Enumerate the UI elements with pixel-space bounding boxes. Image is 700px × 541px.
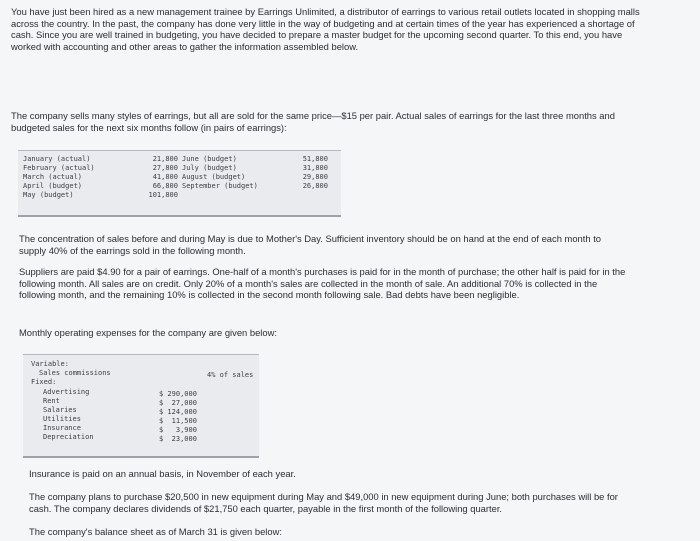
- fixed-item-value: $ 11,500: [159, 417, 197, 425]
- sales-month: February (actual): [23, 164, 95, 172]
- sales-commissions-value: 4% of sales: [207, 371, 254, 379]
- sales-month: July (budget): [182, 164, 237, 172]
- fixed-labels: [43, 388, 94, 442]
- sales-right-pairs: [280, 155, 328, 191]
- fixed-item-value: $ 124,000: [159, 408, 197, 416]
- sales-left-months: [23, 155, 95, 200]
- sales-table: [18, 150, 341, 217]
- sales-pairs: 27,800: [152, 164, 178, 172]
- sales-pairs: 101,800: [148, 191, 178, 199]
- fixed-item-label: Utilities: [43, 415, 81, 423]
- fixed-item-label: Insurance: [43, 424, 81, 432]
- sales-pairs: 21,800: [152, 155, 178, 163]
- insurance-paragraph: Insurance is paid on an annual basis, in November of each year.: [29, 468, 296, 479]
- sales-intro-paragraph: The company sells many styles of earrings, but all are sold for the same price—$15 per pair. Actual sales of earrings for the last three months and budgeted sales for the next six months follow (in pairs of earrings):: [11, 110, 615, 133]
- sales-commissions-label: Sales commissions: [39, 369, 111, 377]
- sales-pairs: 66,800: [152, 182, 178, 190]
- sales-month: April (budget): [23, 182, 83, 190]
- sales-pairs: 29,800: [302, 173, 328, 181]
- equipment-paragraph: The company plans to purchase $20,500 in new equipment during May and $49,000 in new equipment during June; both purchases will be for cash. The company declares dividends of $21,750 each quarter, payable in the first month of the following quarter.: [29, 491, 618, 514]
- suppliers-paragraph: Suppliers are paid $4.90 for a pair of earrings. One-half of a month's purchases is paid for in the month of purchase; the other half is paid for in the following month. All sales are on credit. Only 20% of a month's sales are collected in the month of sale. An additional 70% is collected in the following month, and the remaining 10% is collected in the second month following sale. Bad debts have been negligible.: [19, 266, 626, 301]
- fixed-item-label: Rent: [43, 397, 60, 405]
- intro-paragraph: You have just been hired as a new management trainee by Earrings Unlimited, a distributor of earrings to various retail outlets located in shopping malls across the country. In the past, the company has done very little in the way of budgeting and at certain times of the year has experienced a shortage of cash. Since you are well trained in budgeting, you have decided to prepare a master budget for the upcoming second quarter. To this end, you have worked with accounting and other areas to gather the information assembled below.: [11, 6, 640, 52]
- sales-month: June (budget): [182, 155, 237, 163]
- fixed-item-label: Advertising: [43, 388, 90, 396]
- fixed-item-label: Salaries: [43, 406, 77, 414]
- sales-pairs: 41,800: [152, 173, 178, 181]
- fixed-label: Fixed:: [31, 378, 57, 386]
- sales-left-pairs: [130, 155, 178, 200]
- fixed-item-label: Depreciation: [43, 433, 94, 441]
- sales-pairs: 31,800: [302, 164, 328, 172]
- sales-month: May (budget): [23, 191, 74, 199]
- sales-month: August (budget): [182, 173, 246, 181]
- expenses-table: [23, 354, 259, 458]
- fixed-item-value: $ 23,000: [159, 435, 197, 443]
- fixed-values: [159, 390, 197, 444]
- variable-label: Variable:: [31, 360, 69, 368]
- expenses-intro: Monthly operating expenses for the company are given below:: [19, 327, 277, 338]
- sales-month: March (actual): [23, 173, 83, 181]
- sales-month: September (budget): [182, 182, 258, 190]
- fixed-item-value: $ 290,000: [159, 390, 197, 398]
- balance-sheet-paragraph: The company's balance sheet as of March 31 is given below:: [29, 526, 282, 537]
- fixed-item-value: $ 3,900: [159, 426, 197, 434]
- sales-right-months: [182, 155, 258, 191]
- fixed-item-value: $ 27,000: [159, 399, 197, 407]
- sales-month: January (actual): [23, 155, 91, 163]
- sales-pairs: 26,800: [302, 182, 328, 190]
- sales-pairs: 51,800: [302, 155, 328, 163]
- concentration-paragraph: The concentration of sales before and during May is due to Mother's Day. Sufficient inventory should be on hand at the end of each month to supply 40% of the earrings sold in the following month.: [19, 233, 602, 256]
